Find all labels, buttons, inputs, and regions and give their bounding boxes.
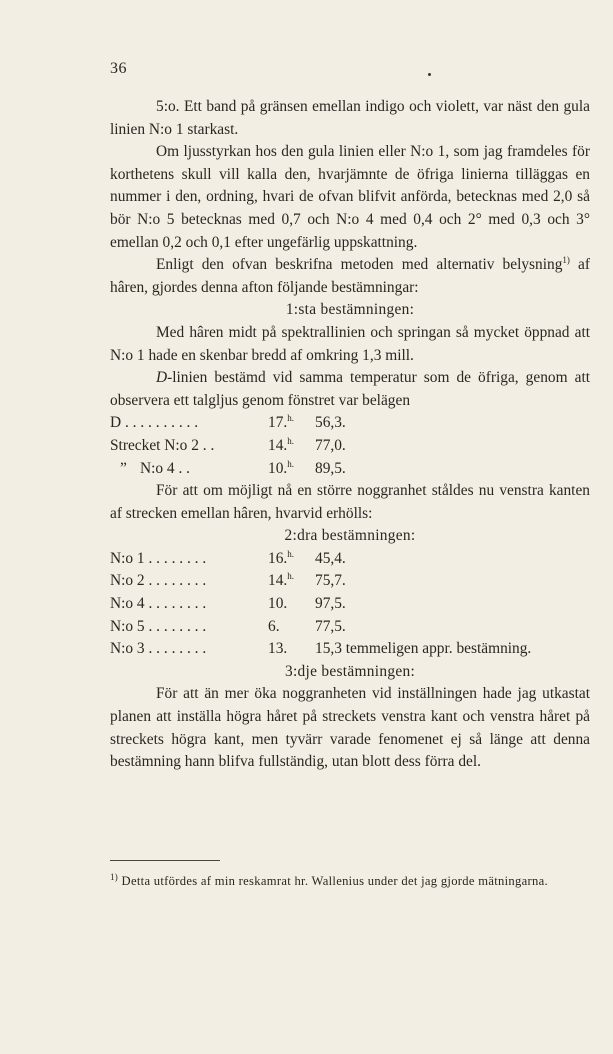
row-hour: 13. (268, 640, 288, 658)
table-row (110, 593, 590, 616)
row-value: 45,4. (315, 549, 346, 567)
paragraph-light-intensity: Om ljusstyrkan hos den gula linien eller N:o 1, som jag framdeles för korthetens skull vill kalla den, hvarjämnte de öfriga linierna tilläggas en nummer i den, ordning, hvari de ofvan blifvit anförda, betecknas med 2,0 så bör N:o 5 betecknas med 0,7 och N:o 4 med 0,4 och 2° med 0,3 och 3° emellan 0,2 och 0,1 efter ungefärlig uppskattning. (110, 143, 590, 251)
row-value: 15,3 temmeligen appr. bestämning. (315, 640, 532, 658)
table-row (110, 638, 590, 661)
page-number: 36 (110, 60, 127, 77)
row-label: N:o 5 . . . . . . . . (110, 617, 207, 635)
row-hour: 10.$^{h.}$ (268, 458, 294, 477)
paragraph-precision: För att om möjligt nå en större noggranhet ståldes nu venstra kanten af strecken emellan hâren, hvarvid erhölls: (110, 482, 590, 522)
row-hour: 14.$^{h.}$ (268, 571, 294, 590)
body-text (110, 96, 590, 774)
row-hour: 14.$^{h.}$ (268, 435, 294, 454)
table-row (110, 616, 590, 639)
footnote (110, 872, 590, 890)
paragraph-d-line-text: -linien bestämd vid samma temperatur som de öfriga, genom att observera ett talgljus genom fönstret var belägen (110, 369, 590, 409)
ditto-mark: ” (120, 459, 127, 477)
heading-third-determination: 3:dje bestämningen: (284, 662, 416, 680)
row-label: ” N:o 4 . . (110, 458, 268, 481)
row-label: N:o 1 . . . . . . . . (110, 549, 207, 567)
row-value: 77,5. (315, 617, 346, 635)
paragraph-method (110, 254, 590, 299)
paragraph-d-line (110, 367, 590, 412)
d-line-symbol: D (156, 369, 168, 387)
measurement-table-2 (110, 548, 590, 661)
table-row (110, 548, 590, 571)
paragraph-method-text: Enligt den ofvan beskrifna metoden med alternativ belysning (156, 256, 563, 274)
row-label: D . . . . . . . . . . (110, 414, 199, 432)
row-label: Strecket N:o 2 . . (110, 436, 215, 454)
row-label: N:o 4 . . . . . . . . (110, 595, 207, 613)
paragraph-hair-position: Med hâren midt på spektrallinien och springan så mycket öppnad att N:o 1 hade en skenbar bredd af omkring 1,3 mill. (110, 323, 590, 364)
row-hour: 17.$^{h.}$ (268, 413, 294, 432)
table-row (110, 458, 590, 481)
row-value: 56,3. (315, 414, 346, 432)
paragraph-final: För att än mer öka noggranheten vid inställningen hade jag utkastat planen att inställa högra håret på streckets venstra kant och venstra håret på streckets högra kant, men tyvärr varade fenomenet ej så länge att denna bestämning hann blifva fullständig, utan blott dess förra del. (110, 685, 590, 771)
row-value: 97,5. (315, 595, 346, 613)
row-hour: 16.$^{h.}$ (268, 548, 294, 567)
row-value: 77,0. (315, 436, 346, 454)
measurement-table-1 (110, 412, 590, 480)
paragraph-method-text-end: af hâren, gjordes denna afton följande bestämningar: (110, 256, 590, 296)
row-hour: 10. (268, 595, 288, 613)
heading-first-determination: 1:sta bestämningen: (285, 301, 415, 319)
footnote-text: Detta utfördes af min reskamrat hr. Wallenius under det jag gjorde mätningarna. (118, 874, 548, 888)
paragraph-band-description: 5:o. Ett band på gränsen emellan indigo och violett, var näst den gula linien N:o 1 starkast. (110, 98, 590, 138)
row-value: 89,5. (315, 459, 346, 477)
row-label: N:o 3 . . . . . . . . (110, 640, 207, 658)
heading-second-determination: 2:dra bestämningen: (284, 527, 416, 545)
row-hour: 6. (268, 617, 280, 635)
footnote-marker: 1) (110, 871, 119, 882)
table-row (110, 435, 590, 458)
footnote-reference: 1) (562, 255, 570, 266)
table-row (110, 570, 590, 593)
row-value: 75,7. (315, 572, 346, 590)
footnote-divider (110, 860, 220, 861)
ink-speck (428, 73, 431, 76)
table-row (110, 412, 590, 435)
row-label: N:o 2 . . . . . . . . (110, 572, 207, 590)
